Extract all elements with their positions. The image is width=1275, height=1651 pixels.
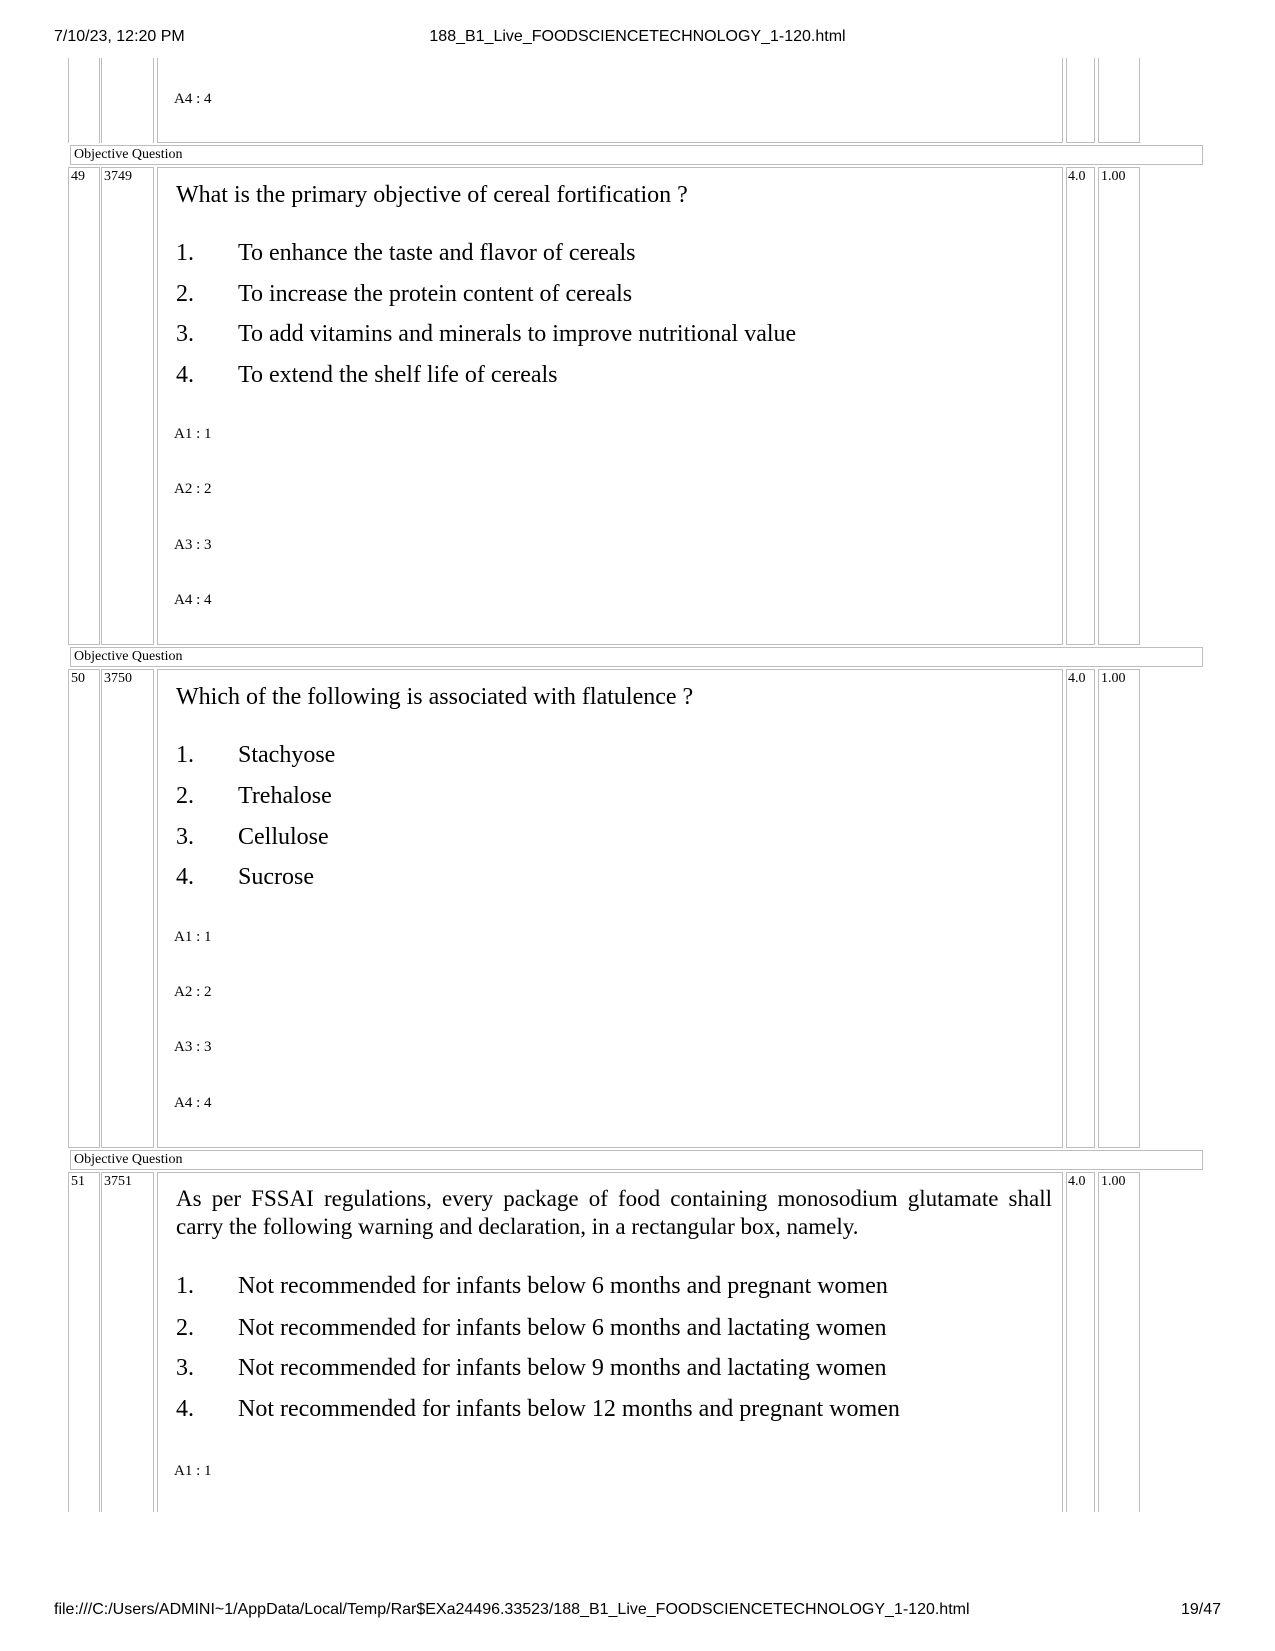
option-3: 3. Not recommended for infants below 9 months and lactating women bbox=[176, 1355, 887, 1381]
option-2: 2. To increase the protein content of cereals bbox=[176, 281, 633, 307]
answer-label: A1 : 1 bbox=[174, 929, 212, 945]
question-negative-marks: 1.00 bbox=[1101, 671, 1126, 686]
question-serial-number: 50 bbox=[71, 671, 85, 686]
document-filename: 188_B1_Live_FOODSCIENCETECHNOLOGY_1-120.html bbox=[429, 28, 846, 45]
cell-question bbox=[157, 58, 1063, 143]
question-negative-marks: 1.00 bbox=[1101, 1174, 1126, 1189]
cell-sno bbox=[68, 58, 100, 143]
file-path: file:///C:/Users/ADMINI~1/AppData/Local/Temp/Rar$EXa24496.33523/188_B1_Live_FOODSCIENCETECHNOLOGY_1-120.html bbox=[54, 1601, 970, 1618]
cell-qid bbox=[101, 669, 154, 1148]
question-id: 3749 bbox=[104, 169, 132, 184]
question-type-caption: Objective Question bbox=[70, 145, 1203, 165]
question-text: As per FSSAI regulations, every package of food containing monosodium glutamate shall carry the following warning and declaration, in a rectangular box, namely. bbox=[176, 1186, 1052, 1239]
cell-negative bbox=[1098, 167, 1140, 645]
option-4: 4. Sucrose bbox=[176, 864, 314, 890]
cell-sno bbox=[68, 669, 100, 1148]
question-marks: 4.0 bbox=[1068, 1174, 1086, 1189]
question-marks: 4.0 bbox=[1068, 671, 1086, 686]
question-negative-marks: 1.00 bbox=[1101, 169, 1126, 184]
answer-label: A3 : 3 bbox=[174, 1039, 212, 1055]
option-1: 1. To enhance the taste and flavor of cereals bbox=[176, 240, 636, 266]
question-type-caption: Objective Question bbox=[70, 1150, 1203, 1170]
page-header bbox=[54, 28, 1221, 50]
question-serial-number: 51 bbox=[71, 1174, 85, 1189]
cell-negative bbox=[1098, 58, 1140, 143]
cell-marks bbox=[1066, 167, 1095, 645]
question-text: Which of the following is associated with flatulence ? bbox=[176, 684, 694, 710]
option-4: 4. Not recommended for infants below 12 months and pregnant women bbox=[176, 1396, 900, 1422]
option-1: 1. Stachyose bbox=[176, 742, 336, 768]
print-datetime: 7/10/23, 12:20 PM bbox=[54, 28, 185, 45]
page-footer bbox=[54, 1601, 1221, 1623]
question-id: 3751 bbox=[104, 1174, 132, 1189]
cell-negative bbox=[1098, 1172, 1140, 1512]
cell-sno bbox=[68, 1172, 100, 1512]
option-1: 1. Not recommended for infants below 6 months and pregnant women bbox=[176, 1273, 888, 1299]
option-4: 4. To extend the shelf life of cereals bbox=[176, 362, 558, 388]
cell-qid bbox=[101, 1172, 154, 1512]
question-serial-number: 49 bbox=[71, 169, 85, 184]
question-type-caption: Objective Question bbox=[70, 647, 1203, 667]
cell-qid bbox=[101, 58, 154, 143]
cell-marks bbox=[1066, 669, 1095, 1148]
page-number: 19/47 bbox=[1180, 1601, 1221, 1618]
question-marks: 4.0 bbox=[1068, 169, 1086, 184]
answer-label: A1 : 1 bbox=[174, 426, 212, 442]
answer-label: A4 : 4 bbox=[174, 592, 212, 608]
cell-negative bbox=[1098, 669, 1140, 1148]
answer-label: A2 : 2 bbox=[174, 984, 212, 1000]
answer-label: A3 : 3 bbox=[174, 537, 212, 553]
option-3: 3. Cellulose bbox=[176, 824, 329, 850]
answer-label: A4 : 4 bbox=[174, 1095, 212, 1111]
cell-marks bbox=[1066, 1172, 1095, 1512]
question-id: 3750 bbox=[104, 671, 132, 686]
option-3: 3. To add vitamins and minerals to improve nutritional value bbox=[176, 321, 797, 347]
answer-label: A1 : 1 bbox=[174, 1463, 212, 1479]
option-2: 2. Trehalose bbox=[176, 783, 332, 809]
option-2: 2. Not recommended for infants below 6 months and lactating women bbox=[176, 1315, 887, 1341]
cell-sno bbox=[68, 167, 100, 645]
answer-label: A4 : 4 bbox=[174, 91, 212, 107]
cell-marks bbox=[1066, 58, 1095, 143]
cell-qid bbox=[101, 167, 154, 645]
answer-label: A2 : 2 bbox=[174, 481, 212, 497]
question-text: What is the primary objective of cereal fortification ? bbox=[176, 182, 688, 208]
